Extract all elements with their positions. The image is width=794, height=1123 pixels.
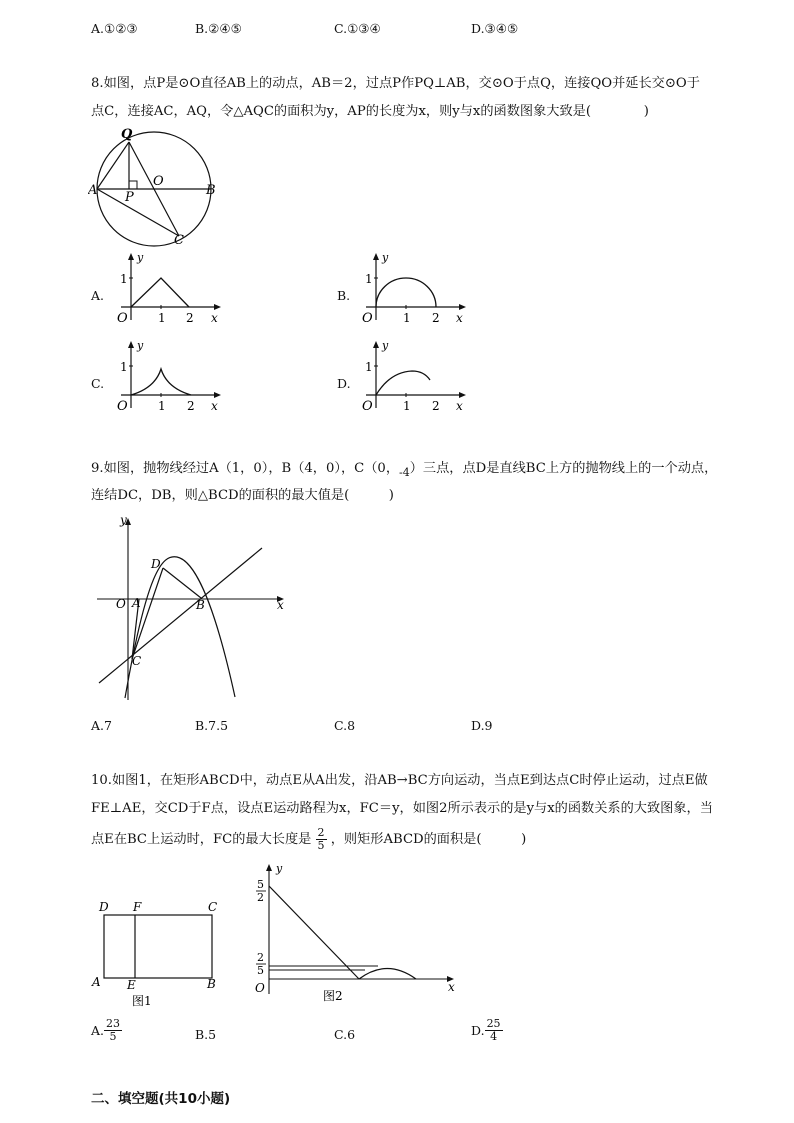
q10-option-a-num: 23 xyxy=(106,1017,121,1030)
q9-label-c: C xyxy=(132,654,142,668)
q10-fraction-two-fifths xyxy=(316,827,327,852)
q10f2-low-den: 5 xyxy=(257,964,264,977)
q10-frac-num: 2 xyxy=(317,826,325,839)
q8b-tick-y1: 1 xyxy=(365,272,373,286)
q10f1-label-d: D xyxy=(99,900,109,914)
q7-option-b: B.②④⑤ xyxy=(195,21,242,36)
q8-label-p: P xyxy=(125,190,134,205)
q9-text-part2: ）三点，点D是直线BC上方的抛物线上的一个动点， xyxy=(409,461,718,476)
q10-text-line3 xyxy=(91,826,526,854)
q8-text-line1: 8.如图，点P是⊙O直径AB上的动点，AB＝2，过点P作PQ⊥AB，交⊙O于点Q，连接QO并延长交⊙O于 xyxy=(91,76,700,91)
q8-label-q: Q xyxy=(121,127,133,142)
q8a-tick-x2: 2 xyxy=(186,311,194,325)
q8-option-b-graph xyxy=(348,250,473,325)
q10f2-axis-y: y xyxy=(276,862,283,875)
q9-parabola-figure xyxy=(92,512,292,702)
q8d-origin: O xyxy=(362,399,373,413)
q8c-tick-x1: 1 xyxy=(158,399,166,413)
q7-option-d: D.③④⑤ xyxy=(471,21,519,36)
q10-option-d-label: D. xyxy=(471,1023,485,1038)
q9-option-c: C.8 xyxy=(334,718,356,733)
q10-text-line1: 10.如图1，在矩形ABCD中，动点E从A出发，沿AB→BC方向运动，当点E到达点C时停止运动，过点E做 xyxy=(91,773,708,788)
q8d-axis-y: y xyxy=(382,339,389,352)
q10f1-label-a: A xyxy=(92,975,101,989)
q9-label-a: A xyxy=(132,596,141,610)
q10f1-label-e: E xyxy=(127,978,136,992)
q10f2-low-num: 2 xyxy=(257,951,264,964)
q8d-tick-y1: 1 xyxy=(365,360,373,374)
q10-text-line3-part2: ，则矩形ABCD的面积是( ) xyxy=(330,832,527,847)
q8b-tick-x1: 1 xyxy=(403,311,411,325)
q10-text-line2: FE⊥AE，交CD于F点，设点E运动路程为x，FC＝y，如图2所示表示的是y与x的函数关系的大致图象，当 xyxy=(91,801,713,816)
q8-text-line2: 点C，连接AC，AQ，令△AQC的面积为y，AP的长度为x，则y与x的函数图象大致是( ) xyxy=(91,104,649,119)
q8-label-b: B xyxy=(206,183,216,198)
q9-axis-x: x xyxy=(277,598,284,612)
q10-option-d-num: 25 xyxy=(486,1017,501,1030)
q10-option-a-fraction xyxy=(104,1018,122,1043)
section-heading-fill-in-blank: 二、填空题(共10小题) xyxy=(91,1091,231,1107)
q9-text-line2: 连结DC，DB，则△BCD的面积的最大值是( ) xyxy=(91,488,394,503)
q9-axis-y: y xyxy=(120,513,127,527)
q8b-axis-x: x xyxy=(456,311,463,325)
q8c-tick-y1: 1 xyxy=(120,360,128,374)
q8c-axis-y: y xyxy=(137,339,144,352)
q9-text-part1: 9.如图，抛物线经过A（1，0），B（4，0），C（0， xyxy=(91,461,400,476)
q8-circle-figure xyxy=(88,125,228,250)
q8-option-c-graph xyxy=(103,338,228,413)
q10f1-label-b: B xyxy=(207,977,216,991)
q10-figure2-graph xyxy=(250,860,465,1008)
q8d-tick-x1: 1 xyxy=(403,399,411,413)
q10-option-c: C.6 xyxy=(334,1027,356,1042)
q8b-axis-y: y xyxy=(382,251,389,264)
q8a-tick-x1: 1 xyxy=(158,311,166,325)
q7-option-c: C.①③④ xyxy=(334,21,381,36)
q8-option-a-graph xyxy=(103,250,228,325)
q9-option-d: D.9 xyxy=(471,718,493,733)
q9-text-line1 xyxy=(91,455,717,483)
q10-text-line3-part1: 点E在BC上运动时，FC的最大长度是 xyxy=(91,832,312,847)
q8a-tick-y1: 1 xyxy=(120,272,128,286)
q10-option-b: B.5 xyxy=(195,1027,217,1042)
q8a-origin: O xyxy=(117,311,128,325)
q10-option-d xyxy=(471,1018,503,1043)
q8c-origin: O xyxy=(117,399,128,413)
q8-option-c-label: C. xyxy=(91,376,105,391)
q8-option-b-label: B. xyxy=(337,288,351,303)
q9-label-b: B xyxy=(196,598,205,612)
q10f2-origin: O xyxy=(255,981,265,995)
q8d-tick-x2: 2 xyxy=(432,399,440,413)
q10f1-label-f: F xyxy=(133,900,142,914)
q10f2-top-den: 2 xyxy=(257,891,264,904)
q8a-axis-y: y xyxy=(137,251,144,264)
q10-figure1-rectangle xyxy=(90,895,230,1010)
q8c-tick-x2: 2 xyxy=(187,399,195,413)
q8-option-d-graph xyxy=(348,338,473,413)
q10-frac-den: 5 xyxy=(317,839,325,852)
q8d-axis-x: x xyxy=(456,399,463,413)
q10-option-a-den: 5 xyxy=(109,1030,117,1043)
q8c-axis-x: x xyxy=(211,399,218,413)
q8-option-d-label: D. xyxy=(337,376,351,391)
q8b-tick-x2: 2 xyxy=(432,311,440,325)
q8-option-a-label: A. xyxy=(91,288,105,303)
q10f2-top-num: 5 xyxy=(257,878,264,891)
q8b-origin: O xyxy=(362,311,373,325)
q8a-axis-x: x xyxy=(211,311,218,325)
q10-option-a-label: A. xyxy=(91,1023,105,1038)
q9-label-d: D xyxy=(151,557,161,571)
q7-option-a: A.①②③ xyxy=(91,21,138,36)
q9-option-b: B.7.5 xyxy=(195,718,229,733)
q8-label-a: A xyxy=(88,183,98,198)
q8-label-c: C xyxy=(174,233,184,248)
q9-option-a: A.7 xyxy=(91,718,112,733)
q10-figure2-caption: 图2 xyxy=(323,989,343,1003)
q9-neg-four: -4 xyxy=(399,466,410,479)
q9-label-o: O xyxy=(116,597,126,611)
q8-label-o: O xyxy=(153,174,164,189)
q10-figure1-caption: 图1 xyxy=(132,994,152,1008)
q10-option-d-fraction xyxy=(485,1018,503,1043)
q10-option-a xyxy=(91,1018,122,1043)
q10f2-axis-x: x xyxy=(448,980,455,994)
q10-option-d-den: 4 xyxy=(490,1030,498,1043)
q10f1-label-c: C xyxy=(208,900,218,914)
